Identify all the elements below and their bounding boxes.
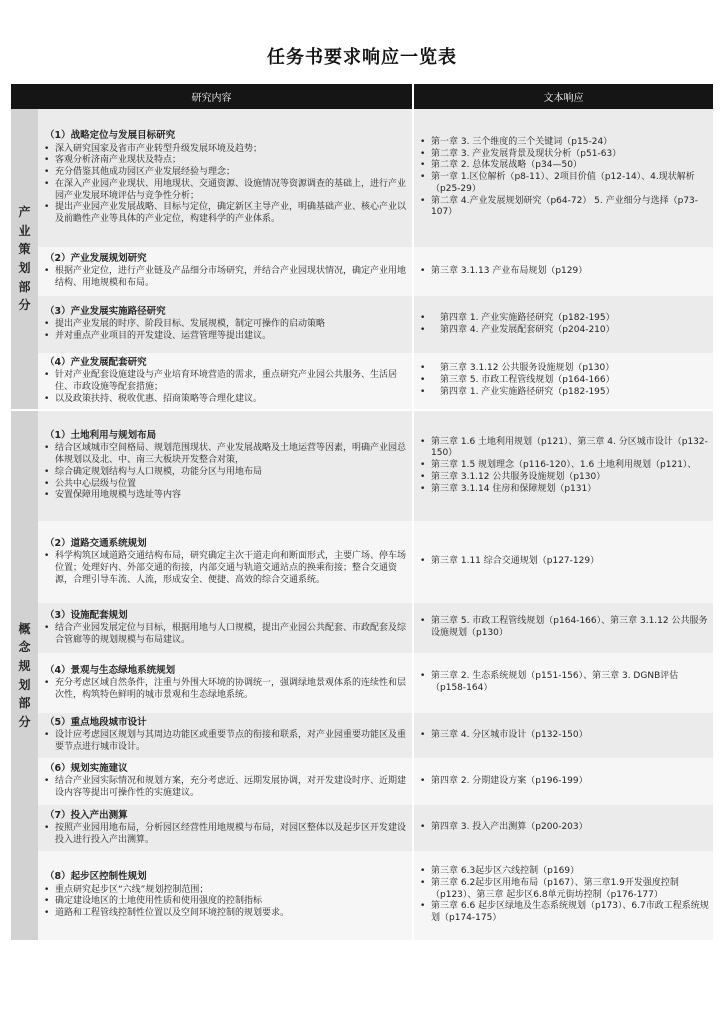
- text-response-cell: [413, 851, 713, 941]
- table-row: [11, 713, 713, 758]
- response-list: [419, 137, 709, 219]
- requirement-item: • 充分借鉴其他成功园区产业发展经验与理念；: [43, 167, 408, 179]
- table-row: [11, 247, 713, 296]
- table-header-row: [11, 84, 713, 109]
- text-response-cell: [413, 603, 713, 653]
- text-response-cell: [413, 713, 713, 758]
- response-item: • 第四章 3. 投入产出测算（p200-203）: [419, 822, 709, 834]
- section-heading: （1）战略定位与发展目标研究: [45, 130, 176, 142]
- section-heading: （3）设施配套规划: [45, 609, 128, 621]
- requirement-list: [43, 678, 408, 701]
- requirement-list: [43, 551, 408, 586]
- category-label: 概念规划部分: [18, 621, 31, 729]
- header-text-response: 文本响应: [413, 84, 713, 109]
- table-row: [11, 851, 713, 941]
- response-item: • 第三章 1.11 综合交通规划（p127-129）: [419, 556, 709, 568]
- requirement-item: • 科学构筑区域道路交通结构布局，研究确定主次干道走向和断面形式，主要广场、停车场位置；处理好内、外部交通的衔接，内部交通与轨道交通站点的换乘衔接；整合交通资源，合理引导车流、人流，形成安全、便捷、高效的综合交通系统。: [43, 551, 408, 586]
- response-list: [419, 266, 709, 278]
- research-content-cell: [38, 296, 413, 353]
- research-content-cell: [38, 758, 413, 805]
- research-content-cell: [38, 713, 413, 758]
- requirement-item: • 设计应考虑园区规划与其周边功能区或重要节点的衔接和联系，对产业园重要功能区及重要节点进行城市设计。: [43, 730, 408, 753]
- table-row: [11, 805, 713, 851]
- requirement-item: • 结合产业园实际情况和规划方案，充分考虑近、远期发展协调，对开发建设时序、近期建设内容等提出可操作性的实施建议。: [43, 776, 408, 799]
- response-list: [419, 822, 709, 834]
- response-item: • 第三章 3.1.13 产业布局规划（p129）: [419, 266, 709, 278]
- response-list: [419, 730, 709, 742]
- response-item: • 第三章 5. 市政工程管线规划（p164-166）、第三章 3.1.12 公共服务设施规划（p130）: [419, 616, 709, 639]
- research-content-cell: [38, 851, 413, 941]
- section-heading: （5）重点地段城市设计: [45, 717, 147, 729]
- requirement-list: [43, 319, 408, 342]
- research-content-cell: [38, 521, 413, 603]
- table-row: [11, 653, 713, 713]
- requirement-item: • 提出产业园产业发展战略、目标与定位，确定新区主导产业，明确基础产业、核心产业以及前瞻性产业等具体的产业定位，构建科学的产业体系。: [43, 202, 408, 225]
- research-content-cell: [38, 353, 413, 410]
- response-list: [419, 437, 709, 495]
- response-item: • 第四章 1. 产业实施路径研究（p182-195）: [419, 313, 709, 325]
- requirement-list: [43, 266, 408, 289]
- table-row: [11, 521, 713, 603]
- requirement-item: • 针对产业配套设施建设与产业培育环境营造的需求，重点研究产业园公共服务、生活居住、市政设施等配套措施；: [43, 370, 408, 393]
- header-research-content: 研究内容: [11, 84, 413, 109]
- response-item: • 第一章 1.区位解析（p8-11）、2项目价值（p12-14）、4.现状解析（p25-29）: [419, 172, 709, 195]
- section-heading: （4）景观与生态绿地系统规划: [45, 664, 176, 676]
- response-item: • 第三章 1.6 土地利用规划（p121）、第三章 4. 分区城市设计（p132-150）: [419, 437, 709, 460]
- section-heading: （8）起步区控制性规划: [45, 871, 147, 883]
- response-list: [419, 556, 709, 568]
- category-cell: [11, 109, 38, 410]
- research-content-cell: [38, 109, 413, 247]
- section-heading: （2）产业发展规划研究: [45, 253, 147, 265]
- category-cell: [11, 410, 38, 941]
- response-item: • 第一章 3. 三个维度的三个关键词（p15-24）: [419, 137, 709, 149]
- research-content-cell: [38, 247, 413, 296]
- page-title: 任务书要求响应一览表: [267, 47, 457, 68]
- text-response-cell: [413, 758, 713, 805]
- requirement-list: [43, 823, 408, 846]
- requirement-item: • 道路和工程管线控制性位置以及空间环境控制的规划要求。: [43, 908, 408, 920]
- table-row: [11, 296, 713, 353]
- requirement-item: • 公共中心层级与位置: [43, 479, 408, 491]
- table-row: [11, 353, 713, 410]
- requirement-list: [43, 144, 408, 226]
- response-item: • 第三章 3.1.12 公共服务设施规划（p130）: [419, 472, 709, 484]
- requirement-list: [43, 443, 408, 501]
- response-item: • 第三章 4. 分区城市设计（p132-150）: [419, 730, 709, 742]
- category-label: 产业策划部分: [18, 205, 31, 313]
- section-heading: （7）投入产出测算: [45, 809, 128, 821]
- text-response-cell: [413, 653, 713, 713]
- response-item: • 第三章 1.5 规划理念（p116-120）、1.6 土地利用规划（p121）、: [419, 460, 709, 472]
- requirement-item: • 根据产业定位，进行产业链及产品细分市场研究，并结合产业园现状情况，确定产业用地结构、用地规模和布局。: [43, 266, 408, 289]
- response-item: • 第二章 3. 产业发展背景及现状分析（p51-63）: [419, 149, 709, 161]
- response-item: • 第四章 1. 产业实施路径研究（p182-195）: [419, 387, 709, 399]
- requirement-item: • 安置保障用地规模与选址等内容: [43, 490, 408, 502]
- table-body: [11, 109, 713, 941]
- requirement-item: • 充分考虑区域自然条件，注重与外围大环境的协调统一，强调绿地景观体系的连续性和层次性，构筑特色鲜明的城市景观和生态绿地系统。: [43, 678, 408, 701]
- requirement-list: [43, 730, 408, 753]
- research-content-cell: [38, 653, 413, 713]
- response-list: [419, 313, 709, 336]
- response-item: • 第三章 6.3起步区六线控制（p169）: [419, 866, 709, 878]
- research-content-cell: [38, 805, 413, 851]
- requirement-item: • 并对重点产业项目的开发建设、运营管理等提出建议。: [43, 331, 408, 343]
- requirement-item: • 按照产业园用地布局，分析园区经营性用地规模与布局，对园区整体以及起步区开发建设投入进行投入产出测算。: [43, 823, 408, 846]
- text-response-cell: [413, 247, 713, 296]
- response-table: [11, 84, 713, 942]
- response-list: [419, 866, 709, 924]
- text-response-cell: [413, 109, 713, 247]
- requirement-item: • 深入研究国家及省市产业转型升级发展环境及趋势；: [43, 144, 408, 156]
- response-item: • 第四章 2. 分期建设方案（p196-199）: [419, 776, 709, 788]
- response-list: [419, 671, 709, 694]
- requirement-list: [43, 370, 408, 405]
- requirement-item: • 以及政策扶持、税收优惠、招商策略等合理化建议。: [43, 394, 408, 406]
- response-item: • 第三章 6.2起步区用地布局（p167）、第三章1.9开发强度控制（p123）、第三章 起步区6.8单元街坊控制（p176-177）: [419, 878, 709, 901]
- response-item: • 第四章 4. 产业发展配套研究（p204-210）: [419, 325, 709, 337]
- text-response-cell: [413, 296, 713, 353]
- requirement-item: • 提出产业发展的时序、阶段目标、发展规模，制定可操作的启动策略: [43, 319, 408, 331]
- response-item: • 第三章 3.1.12 公共服务设施规划（p130）: [419, 363, 709, 375]
- requirement-list: [43, 623, 408, 646]
- section-heading: （1）土地利用与规划布局: [45, 430, 157, 442]
- requirement-item: • 结合区域城市空间格局、规划范围现状、产业发展战略及土地运营等因素，明确产业园总体规划以及北、中、南三大板块开发整合对策，: [43, 443, 408, 466]
- research-content-cell: [38, 603, 413, 653]
- text-response-cell: [413, 805, 713, 851]
- research-content-cell: [38, 410, 413, 521]
- requirement-item: • 在深入产业园产业现状、用地现状、交通资源、设施情况等资源调查的基础上，进行产业园产业发展环境评估与竞争性分析；: [43, 179, 408, 202]
- response-item: • 第三章 6.6 起步区绿地及生态系统规划（p173）、6.7市政工程系统规划（p174-175）: [419, 901, 709, 924]
- response-item: • 第三章 5. 市政工程管线规划（p164-166）: [419, 375, 709, 387]
- response-list: [419, 776, 709, 788]
- response-list: [419, 616, 709, 639]
- requirement-item: • 确定建设地区的土地使用性质和使用强度的控制指标: [43, 896, 408, 908]
- requirement-list: [43, 776, 408, 799]
- requirement-item: • 结合产业园发展定位与目标，根据用地与人口规模，提出产业园公共配套、市政配套及综合管廊等的规划规模与布局建议。: [43, 623, 408, 646]
- requirement-item: • 客观分析济南产业现状及特点；: [43, 155, 408, 167]
- section-heading: （4）产业发展配套研究: [45, 356, 147, 368]
- response-item: • 第二章 4.产业发展规划研究（p64-72） 5. 产业细分与选择（p73-107）: [419, 196, 709, 219]
- text-response-cell: [413, 410, 713, 521]
- table-row: [11, 410, 713, 521]
- section-heading: （6）规划实施建议: [45, 763, 128, 775]
- response-list: [419, 363, 709, 398]
- response-item: • 第三章 3.1.14 住房和保障规划（p131）: [419, 484, 709, 496]
- response-item: • 第二章 2. 总体发展战略（p34—50）: [419, 160, 709, 172]
- requirement-item: • 重点研究起步区“六线”规划控制范围；: [43, 885, 408, 897]
- table-row: [11, 603, 713, 653]
- requirement-list: [43, 885, 408, 920]
- text-response-cell: [413, 521, 713, 603]
- text-response-cell: [413, 353, 713, 410]
- requirement-item: • 综合确定规划结构与人口规模，功能分区与用地布局: [43, 467, 408, 479]
- response-item: • 第三章 2. 生态系统规划（p151-156）、第三章 3. DGNB评估（p158-164）: [419, 671, 709, 694]
- table-row: [11, 109, 713, 247]
- table-row: [11, 758, 713, 805]
- section-heading: （3）产业发展实施路径研究: [45, 306, 166, 318]
- section-heading: （2）道路交通系统规划: [45, 537, 147, 549]
